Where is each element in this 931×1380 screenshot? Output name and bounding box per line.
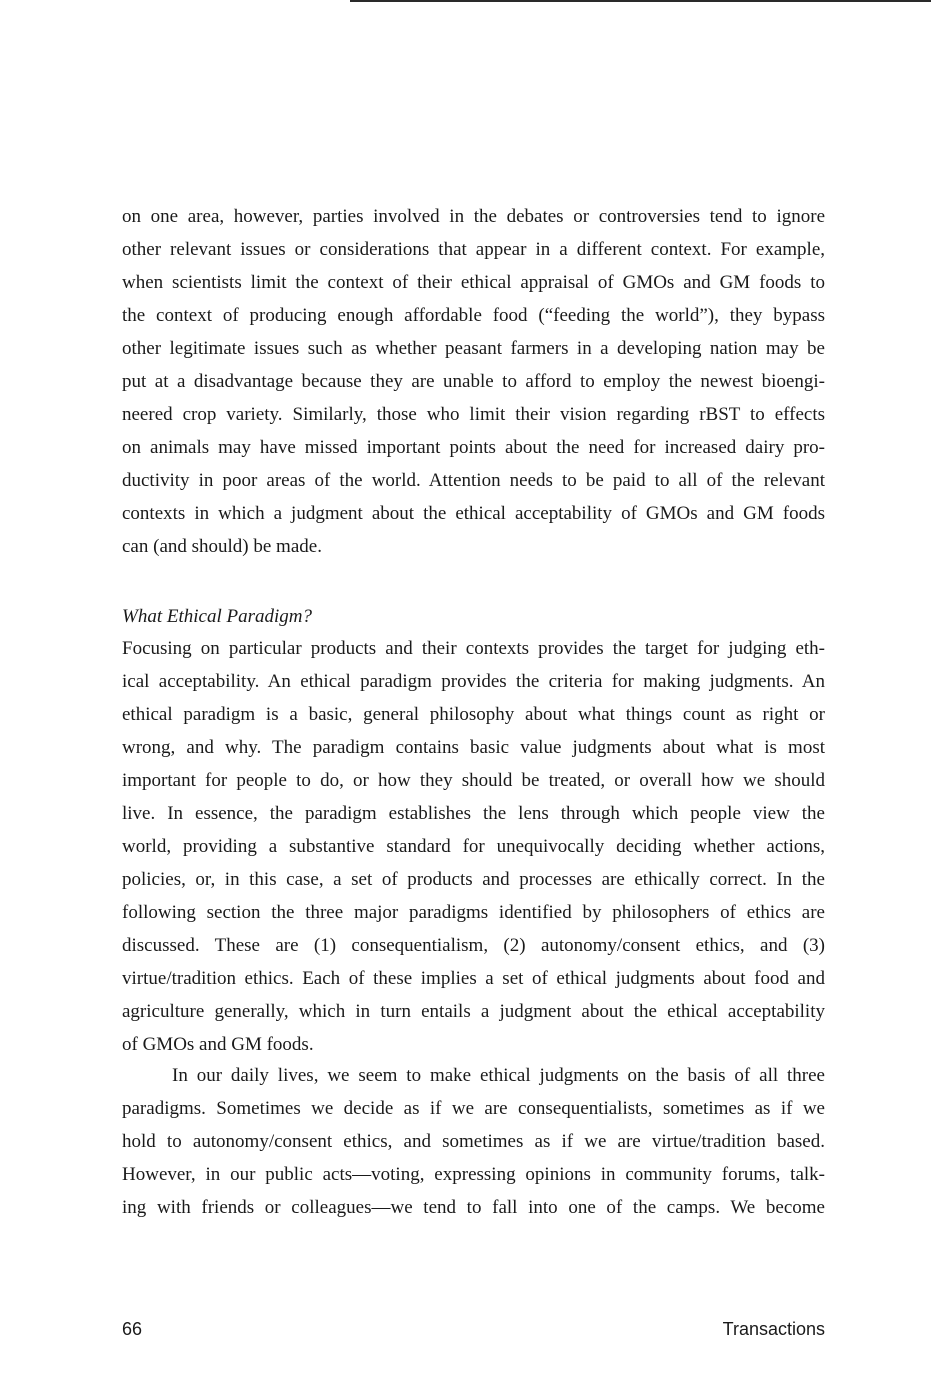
text-line: neered crop variety. Similarly, those who limit their vision regarding rBST to effects — [122, 404, 825, 425]
text-line: virtue/tradition ethics. Each of these implies a set of ethical judgments about food and — [122, 968, 825, 989]
section-heading: What Ethical Paradigm? — [122, 606, 312, 627]
page-number: 66 — [122, 1319, 143, 1339]
text-line: of GMOs and GM foods. — [122, 1034, 314, 1055]
text-line: following section the three major paradigms identified by philosophers of ethics are — [122, 902, 825, 923]
text-line: put at a disadvantage because they are unable to afford to employ the newest bioengi- — [122, 371, 825, 392]
text-line: agriculture generally, which in turn entails a judgment about the ethical acceptability — [122, 1001, 825, 1022]
text-line: other legitimate issues such as whether peasant farmers in a developing nation may be — [122, 338, 825, 359]
text-line: on one area, however, parties involved in the debates or controversies tend to ignore — [122, 206, 825, 227]
text-line: Focusing on particular products and their contexts provides the target for judging eth- — [122, 638, 825, 659]
text-line: when scientists limit the context of their ethical appraisal of GMOs and GM foods to — [122, 272, 825, 293]
top-rule — [350, 0, 931, 2]
text-line: hold to autonomy/consent ethics, and sometimes as if we are virtue/tradition based. — [122, 1131, 825, 1152]
text-line: paradigms. Sometimes we decide as if we are consequentialists, sometimes as if we — [122, 1098, 825, 1119]
text-line: other relevant issues or considerations that appear in a different context. For example, — [122, 239, 825, 260]
text-line: In our daily lives, we seem to make ethical judgments on the basis of all three — [172, 1065, 825, 1086]
text-line: ductivity in poor areas of the world. Attention needs to be paid to all of the relevant — [122, 470, 825, 491]
paragraph-2 — [122, 632, 825, 1061]
text-line: wrong, and why. The paradigm contains basic value judgments about what is most — [122, 737, 825, 758]
text-line: ethical paradigm is a basic, general philosophy about what things count as right or — [122, 704, 825, 725]
text-line: world, providing a substantive standard for unequivocally deciding whether actions, — [122, 836, 825, 857]
text-line: discussed. These are (1) consequentialism, (2) autonomy/consent ethics, and (3) — [122, 935, 825, 956]
journal-title: Transactions — [722, 1319, 825, 1339]
text-line: on animals may have missed important points about the need for increased dairy pro- — [122, 437, 825, 458]
text-line: can (and should) be made. — [122, 536, 322, 557]
text-line: ical acceptability. An ethical paradigm provides the criteria for making judgments. An — [122, 671, 825, 692]
text-line: ing with friends or colleagues—we tend to fall into one of the camps. We become — [122, 1197, 825, 1218]
text-line: live. In essence, the paradigm establishes the lens through which people view the — [122, 803, 825, 824]
text-line: However, in our public acts—voting, expressing opinions in community forums, talk- — [122, 1164, 825, 1185]
paragraph-1 — [122, 200, 825, 563]
paragraph-3 — [122, 1059, 825, 1224]
text-line: policies, or, in this case, a set of products and processes are ethically correct. In the — [122, 869, 825, 890]
text-line: contexts in which a judgment about the ethical acceptability of GMOs and GM foods — [122, 503, 825, 524]
text-line: important for people to do, or how they should be treated, or overall how we should — [122, 770, 825, 791]
text-line: the context of producing enough affordable food (“feeding the world”), they bypass — [122, 305, 825, 326]
